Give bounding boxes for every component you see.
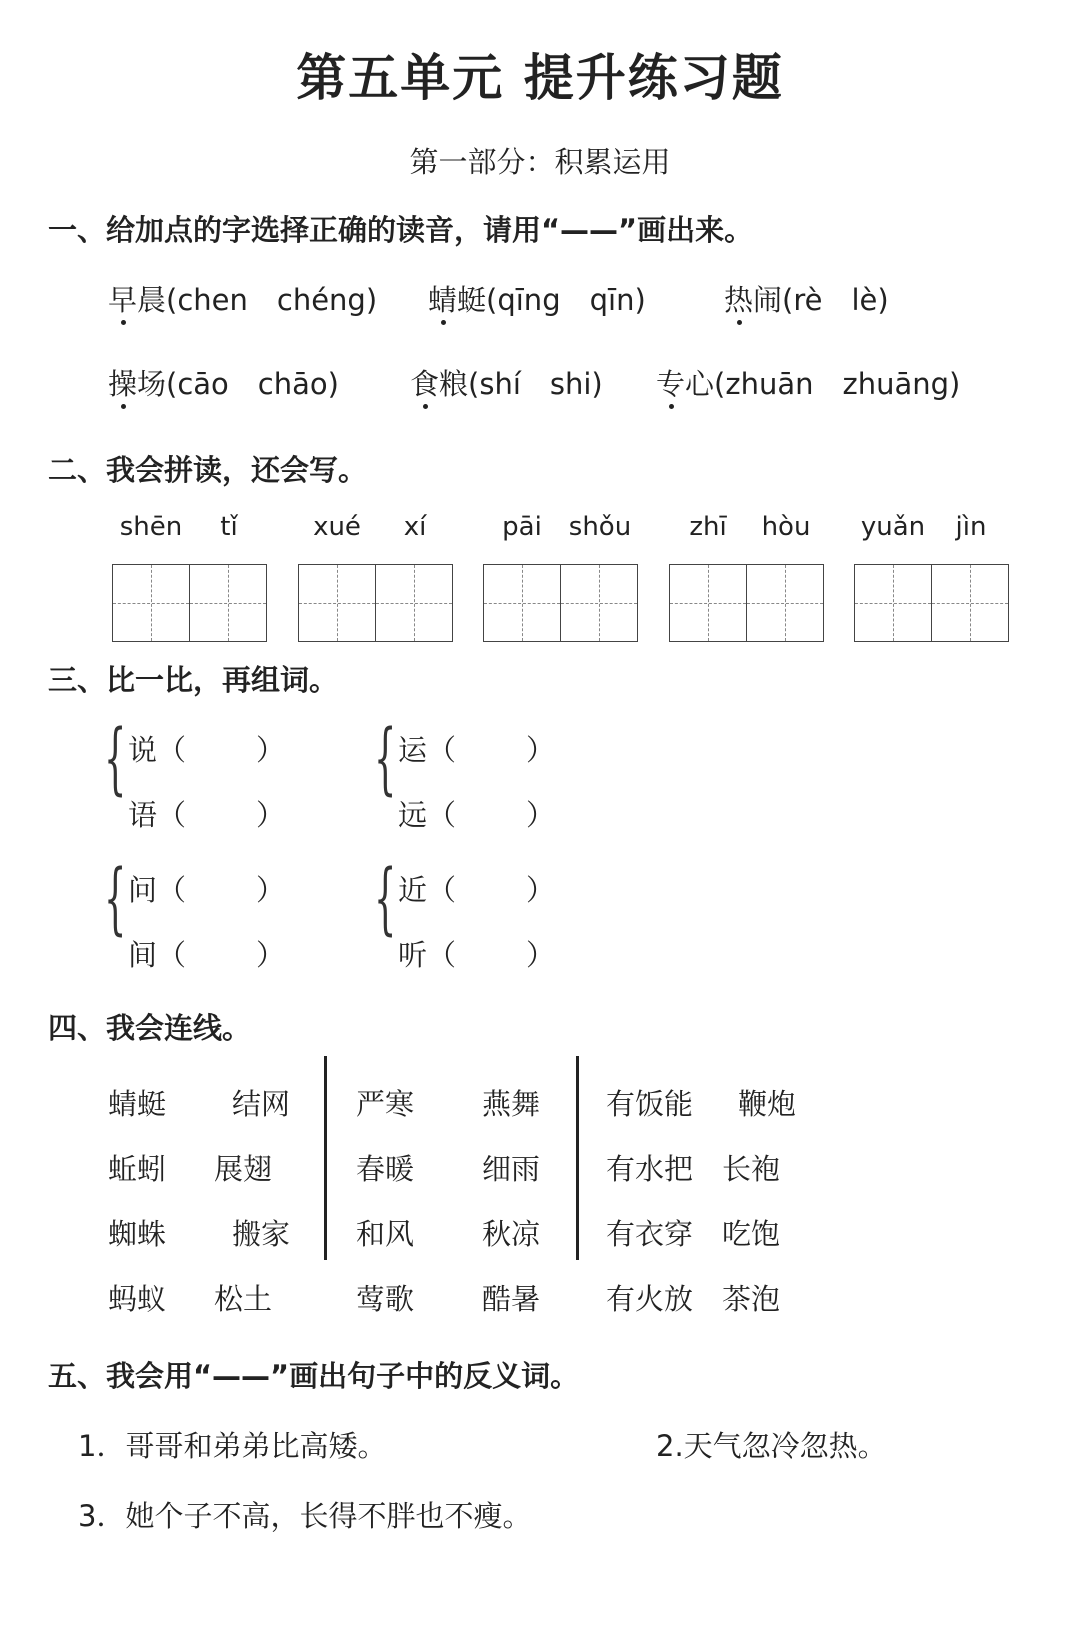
section-3-heading: 三、比一比，再组词。 — [48, 663, 339, 697]
match-word[interactable]: 有水把 — [606, 1152, 694, 1186]
compare-item: 近（ ） — [398, 873, 556, 907]
brace-icon: { — [104, 854, 127, 944]
compare-item: 语（ ） — [128, 798, 286, 832]
compare-item: 听（ ） — [398, 938, 556, 972]
match-word[interactable]: 有衣穿 — [606, 1217, 694, 1251]
match-word[interactable]: 莺歌 — [356, 1282, 415, 1316]
page-subtitle: 第一部分：积累运用 — [409, 145, 671, 179]
tianzige-grid[interactable] — [669, 564, 824, 642]
tianzige-grid[interactable] — [483, 564, 638, 642]
column-divider — [324, 1056, 327, 1260]
match-word[interactable]: 吃饱 — [722, 1217, 781, 1251]
sentence-2[interactable]: 2.天气忽冷忽热。 — [656, 1429, 887, 1463]
tianzige-grid[interactable] — [854, 564, 1009, 642]
match-word[interactable]: 松土 — [214, 1282, 273, 1316]
match-word[interactable]: 严寒 — [356, 1087, 415, 1121]
match-word[interactable]: 搬家 — [232, 1217, 291, 1251]
match-word[interactable]: 燕舞 — [482, 1087, 541, 1121]
match-word[interactable]: 春暖 — [356, 1152, 415, 1186]
match-word[interactable]: 蚯蚓 — [108, 1152, 167, 1186]
pinyin-label: shēn — [119, 512, 183, 542]
match-word[interactable]: 有火放 — [606, 1282, 694, 1316]
match-word[interactable]: 茶泡 — [722, 1282, 781, 1316]
section-4-heading: 四、我会连线。 — [48, 1011, 252, 1045]
compare-item: 说（ ） — [128, 733, 286, 767]
tianzige-grid[interactable] — [298, 564, 453, 642]
match-word[interactable]: 和风 — [356, 1217, 415, 1251]
brace-icon: { — [104, 714, 127, 804]
match-word[interactable]: 细雨 — [482, 1152, 541, 1186]
dotted-char: 专 — [656, 362, 685, 403]
q1-item: 食粮(shí shi) — [410, 362, 603, 403]
pinyin-label: jìn — [955, 512, 987, 542]
dotted-char: 热 — [724, 278, 753, 319]
pinyin-label: xí — [403, 512, 427, 542]
match-word[interactable]: 长袍 — [722, 1152, 781, 1186]
match-word[interactable]: 秋凉 — [482, 1217, 541, 1251]
pinyin-label: hòu — [761, 512, 811, 542]
sentence-1[interactable]: 1．哥哥和弟弟比高矮。 — [78, 1429, 387, 1463]
section-2-heading: 二、我会拼读，还会写。 — [48, 453, 368, 487]
pinyin-label: tǐ — [220, 512, 238, 542]
q1-item: 热闹(rè lè) — [724, 278, 889, 319]
match-word[interactable]: 鞭炮 — [738, 1087, 797, 1121]
section-1-heading: 一、给加点的字选择正确的读音，请用“——”画出来。 — [48, 213, 754, 247]
compare-item: 问（ ） — [128, 873, 286, 907]
match-word[interactable]: 蚂蚁 — [108, 1282, 167, 1316]
dotted-char: 操 — [108, 362, 137, 403]
compare-item: 运（ ） — [398, 733, 556, 767]
match-word[interactable]: 蜘蛛 — [108, 1217, 167, 1251]
page-title: 第五单元 提升练习题 — [296, 49, 784, 107]
sentence-3[interactable]: 3．她个子不高，长得不胖也不瘦。 — [78, 1499, 532, 1533]
tianzige-grid[interactable] — [112, 564, 267, 642]
match-word[interactable]: 结网 — [232, 1087, 291, 1121]
pinyin-label: zhī — [689, 512, 727, 542]
compare-item: 远（ ） — [398, 798, 556, 832]
dotted-char: 食 — [410, 362, 439, 403]
brace-icon: { — [374, 714, 397, 804]
pinyin-label: pāi — [502, 512, 542, 542]
q1-item: 操场(cāo chāo) — [108, 362, 339, 403]
dotted-char: 蜻 — [428, 278, 457, 319]
brace-icon: { — [374, 854, 397, 944]
q1-item: 早晨(chen chéng) — [108, 278, 377, 319]
match-word[interactable]: 蜻蜓 — [108, 1087, 167, 1121]
q1-item: 专心(zhuān zhuāng) — [656, 362, 960, 403]
pinyin-label: xué — [313, 512, 361, 542]
pinyin-label: shǒu — [568, 512, 632, 542]
match-word[interactable]: 有饭能 — [606, 1087, 694, 1121]
pinyin-label: yuǎn — [860, 512, 926, 542]
match-word[interactable]: 展翅 — [214, 1152, 273, 1186]
section-5-heading: 五、我会用“——”画出句子中的反义词。 — [48, 1359, 580, 1393]
compare-item: 间（ ） — [128, 938, 286, 972]
match-word[interactable]: 酷暑 — [482, 1282, 541, 1316]
column-divider — [576, 1056, 579, 1260]
q1-item: 蜻蜓(qīng qīn) — [428, 278, 646, 319]
dotted-char: 早 — [108, 278, 137, 319]
